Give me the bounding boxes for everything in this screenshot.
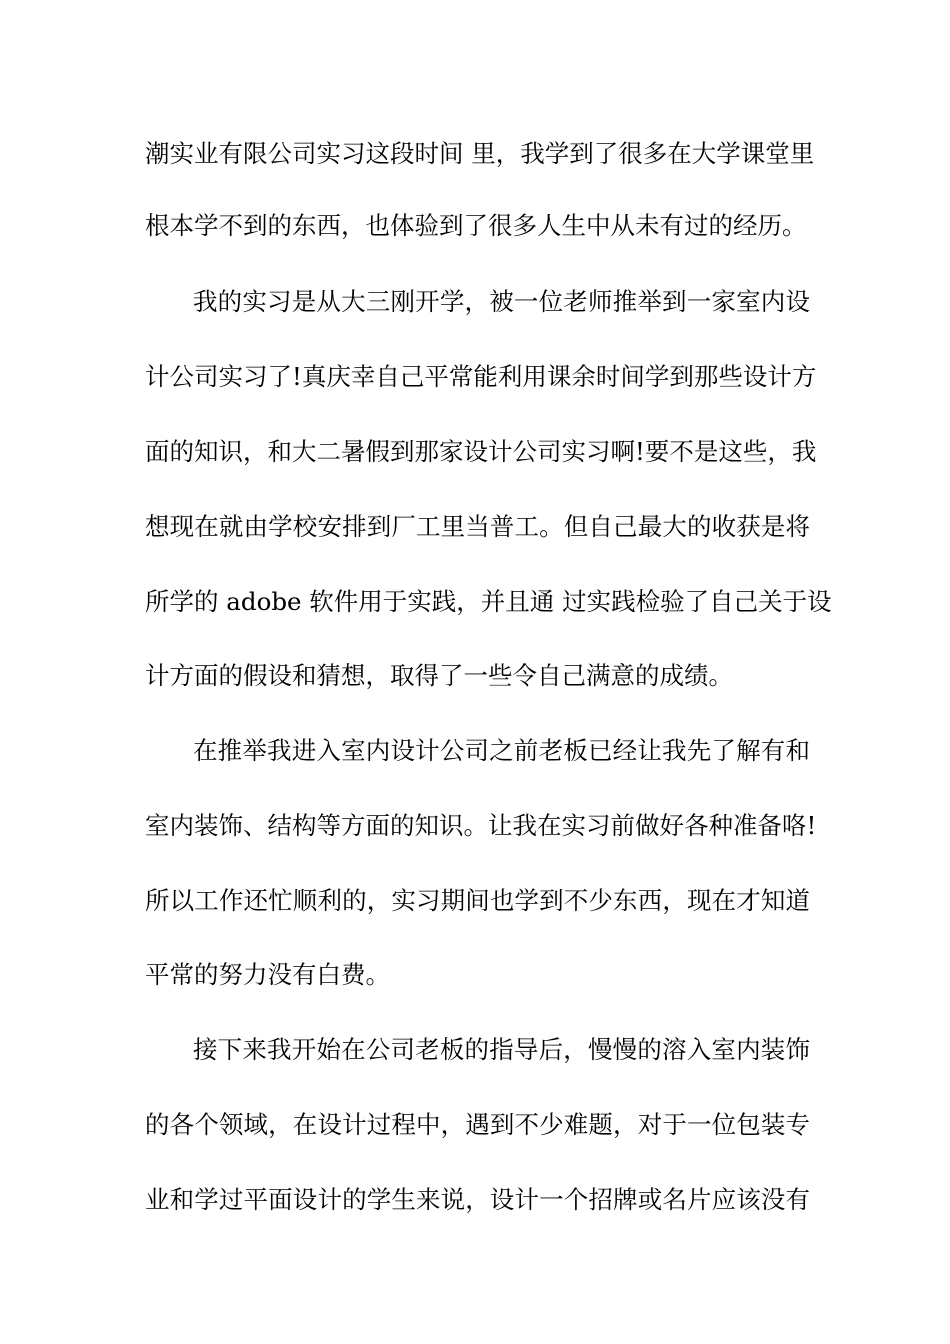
text-line: 计方面的假设和猜想，取得了一些令自己满意的成绩。: [145, 661, 733, 690]
text-line: 计公司实习了!真庆幸自己平常能利用课余时间学到那些设计方: [145, 362, 817, 391]
text-line: 面的知识，和大二暑假到那家设计公司实习啊!要不是这些，我: [145, 437, 817, 466]
text-line: 所以工作还忙顺利的，实习期间也学到不少东西，现在才知道: [145, 886, 810, 915]
text-line: 根本学不到的东西，也体验到了很多人生中从未有过的经历。: [145, 211, 807, 240]
text-line: 潮实业有限公司实习这段时间 里，我学到了很多在大学课堂里: [145, 139, 815, 168]
text-line: 所学的 adobe 软件用于实践，并且通 过实践检验了自己关于设: [145, 587, 832, 616]
text-line: 想现在就由学校安排到厂工里当普工。但自己最大的收获是将: [145, 512, 810, 541]
paragraph-first-line: 接下来我开始在公司老板的指导后，慢慢的溶入室内装饰: [193, 1035, 810, 1064]
paragraph-first-line: 在推举我进入室内设计公司之前老板已经让我先了解有和: [193, 736, 810, 765]
text-line: 业和学过平面设计的学生来说，设计一个招牌或名片应该没有: [145, 1185, 810, 1214]
text-line: 平常的努力没有白费。: [145, 960, 390, 989]
text-line: 室内装饰、结构等方面的知识。让我在实习前做好各种准备咯!: [145, 811, 817, 840]
paragraph-first-line: 我的实习是从大三刚开学，被一位老师推举到一家室内设: [193, 287, 810, 316]
text-line: 的各个领域，在设计过程中，遇到不少难题，对于一位包装专: [145, 1110, 810, 1139]
